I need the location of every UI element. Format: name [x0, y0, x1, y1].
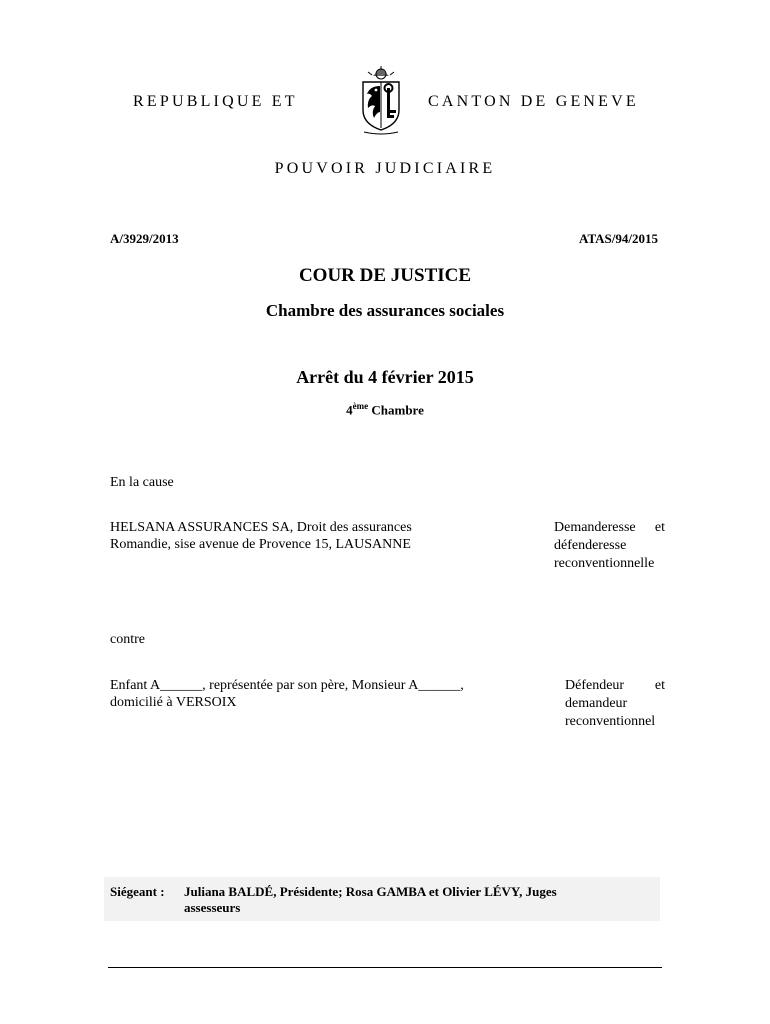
siegeant-label: Siégeant : — [110, 884, 165, 899]
siegeant-judges-line-1: Juliana BALDÉ, Présidente; Rosa GAMBA et Olivier LÉVY, Juges — [184, 884, 557, 899]
header-canton: CANTON DE GENEVE — [428, 93, 639, 110]
siegeant-judges-line-2: assesseurs — [184, 900, 241, 915]
defendant-line-2: domicilié à VERSOIX — [110, 695, 237, 710]
defendant-role-line-1: Défendeur et — [565, 678, 665, 693]
plaintiff-role — [554, 519, 665, 573]
header-pouvoir-judiciaire: POUVOIR JUDICIAIRE — [274, 160, 496, 177]
defendant-line-1: Enfant A______, représentée par son père, Monsieur A______, — [110, 678, 464, 693]
plaintiff-role-line-3: reconventionnelle — [554, 556, 655, 571]
defendant-role — [565, 677, 665, 731]
contre-label: contre — [110, 632, 145, 647]
siegeant-judges — [184, 884, 557, 916]
chamber-number — [0, 401, 770, 418]
footer-divider — [108, 967, 662, 968]
defendant-role-line-3: reconventionnel — [565, 714, 656, 729]
judgment-title: Arrêt du 4 février 2015 — [296, 367, 474, 387]
cause-label: En la cause — [110, 475, 174, 490]
plaintiff-role-line-1: Demanderesse et — [554, 520, 665, 535]
case-reference: A/3929/2013 — [110, 231, 179, 246]
chamber-number-superscript: ème — [352, 401, 369, 411]
plaintiff-role-line-2: défenderesse — [554, 538, 627, 553]
header-republique: REPUBLIQUE ET — [133, 93, 298, 110]
plaintiff-line-2: Romandie, sise avenue de Provence 15, LAUSANNE — [110, 537, 411, 552]
plaintiff-line-1: HELSANA ASSURANCES SA, Droit des assurances — [110, 520, 412, 535]
chamber-title: Chambre des assurances sociales — [265, 301, 505, 320]
judgment-reference: ATAS/94/2015 — [579, 231, 658, 246]
geneva-crest-icon — [356, 66, 406, 136]
chamber-number-digit: 4 — [346, 402, 353, 418]
chamber-word: Chambre — [371, 402, 424, 418]
court-title: COUR DE JUSTICE — [298, 265, 472, 286]
defendant-role-line-2: demandeur — [565, 696, 628, 711]
